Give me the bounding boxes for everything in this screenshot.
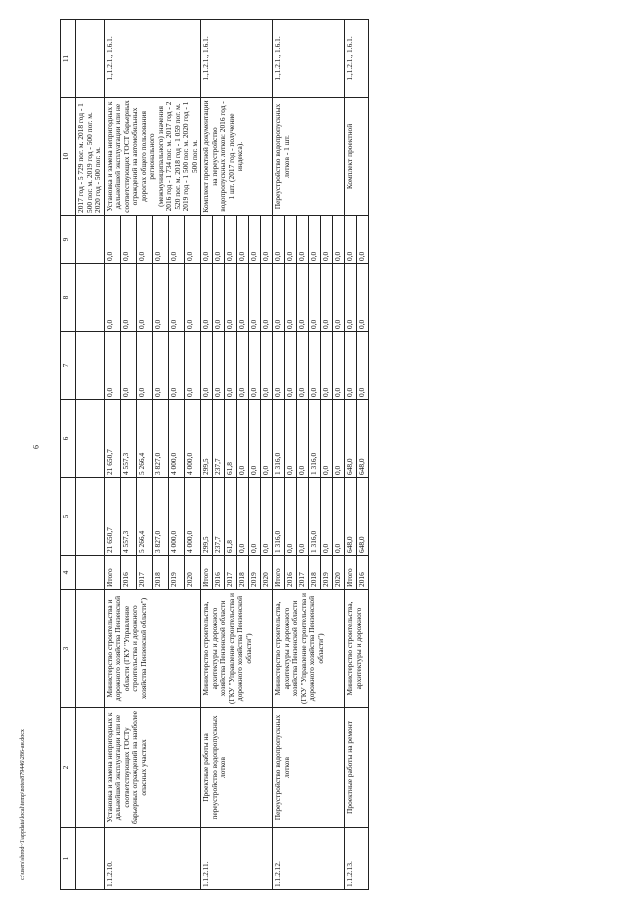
value-local: 0,0 (168, 264, 184, 332)
year-cell: 2018 (152, 556, 168, 590)
value-local: 0,0 (333, 264, 345, 332)
value-federal: 0,0 (261, 332, 273, 400)
value-federal: 0,0 (136, 332, 152, 400)
value-total: 648,0 (345, 478, 357, 556)
value-other: 0,0 (321, 216, 333, 264)
value-total: 0,0 (333, 478, 345, 556)
value-regional: 5 266,4 (136, 400, 152, 478)
column-header: 7 (61, 332, 76, 400)
row-ref: 1.,1.2.1., 1.6.1. (345, 20, 369, 98)
value-regional: 648,0 (345, 400, 357, 478)
row-name: Проектные работы на переустройство водопропускных лотков (201, 708, 273, 828)
value-local: 0,0 (345, 264, 357, 332)
value-local: 0,0 (285, 264, 297, 332)
table-row (201, 20, 213, 890)
year-cell: Итого (273, 556, 285, 590)
value-federal: 0,0 (152, 332, 168, 400)
value-federal: 0,0 (168, 332, 184, 400)
value-other: 0,0 (120, 216, 136, 264)
value-total: 0,0 (321, 478, 333, 556)
value-total: 21 650,7 (104, 478, 120, 556)
value-federal: 0,0 (249, 332, 261, 400)
year-cell: 2016 (285, 556, 297, 590)
year-cell: 2016 (213, 556, 225, 590)
value-regional: 299,5 (201, 400, 213, 478)
value-other: 0,0 (225, 216, 237, 264)
continuation-row (76, 20, 105, 890)
value-regional: 4 000,0 (168, 400, 184, 478)
year-cell: 2019 (249, 556, 261, 590)
value-total: 237,7 (213, 478, 225, 556)
row-code: 1.1.2.10. (104, 828, 201, 890)
value-other: 0,0 (136, 216, 152, 264)
value-other: 0,0 (104, 216, 120, 264)
value-regional: 61,8 (225, 400, 237, 478)
value-local: 0,0 (120, 264, 136, 332)
value-total: 4 557,3 (120, 478, 136, 556)
value-federal: 0,0 (333, 332, 345, 400)
row-executor: Министерство строительства и дорожного хозяйства Пензенской области (ГКУ "Управление строительства и дорожного хозяйства Пензенской области") (104, 590, 201, 708)
value-total: 299,5 (201, 478, 213, 556)
row-ref: 1.,1.2.1., 1.6.1. (273, 20, 345, 98)
table-row (104, 20, 120, 890)
value-regional: 0,0 (261, 400, 273, 478)
column-header: 9 (61, 216, 76, 264)
value-local: 0,0 (321, 264, 333, 332)
row-ref: 1.,1.2.1., 1.6.1. (201, 20, 273, 98)
year-cell: 2018 (237, 556, 249, 590)
value-federal: 0,0 (237, 332, 249, 400)
value-regional: 0,0 (249, 400, 261, 478)
value-regional: 0,0 (321, 400, 333, 478)
value-federal: 0,0 (309, 332, 321, 400)
column-header: 1 (61, 828, 76, 890)
value-other: 0,0 (309, 216, 321, 264)
year-cell: 2017 (225, 556, 237, 590)
value-federal: 0,0 (297, 332, 309, 400)
row-code: 1.1.2.13. (345, 828, 369, 890)
year-cell: 2020 (333, 556, 345, 590)
value-regional: 4 557,3 (120, 400, 136, 478)
value-regional: 0,0 (237, 400, 249, 478)
year-cell: 2017 (136, 556, 152, 590)
table-row (273, 20, 285, 890)
value-federal: 0,0 (321, 332, 333, 400)
year-cell: Итого (104, 556, 120, 590)
row-result: Комплект проектной (345, 98, 369, 216)
column-header: 6 (61, 400, 76, 478)
row-executor: Министерство строительства, архитектуры и дорожного хозяйства Пензенской области (ГКУ "Управление строительства и дорожного хозяйства Пензенской области") (273, 590, 345, 708)
year-cell: Итого (345, 556, 357, 590)
row-executor: Министерство строительства, архитектуры и дорожного хозяйства Пензенской области (ГКУ "Управление строительства и дорожного хозяйства Пензенской области") (201, 590, 273, 708)
value-total: 1 316,0 (273, 478, 285, 556)
year-cell: 2020 (261, 556, 273, 590)
value-total: 0,0 (285, 478, 297, 556)
value-other: 0,0 (185, 216, 201, 264)
value-local: 0,0 (213, 264, 225, 332)
year-cell: 2018 (309, 556, 321, 590)
value-total: 4 000,0 (185, 478, 201, 556)
value-other: 0,0 (261, 216, 273, 264)
column-header: 11 (61, 20, 76, 98)
value-local: 0,0 (136, 264, 152, 332)
value-local: 0,0 (104, 264, 120, 332)
year-cell: 2016 (357, 556, 369, 590)
page-number: 9 (31, 445, 40, 449)
value-other: 0,0 (213, 216, 225, 264)
value-other: 0,0 (285, 216, 297, 264)
row-executor: Министерство строительства, архитектуры и дорожного (345, 590, 369, 708)
continuation-result: 2017 год - 5 729 пог. м. 2018 год - 1 500 пог. м. 2019 год - 500 пог. м. 2020 год - 500 пог. м. (76, 98, 105, 216)
year-cell: 2020 (185, 556, 201, 590)
value-regional: 21 650,7 (104, 400, 120, 478)
header-row (61, 20, 76, 890)
value-federal: 0,0 (120, 332, 136, 400)
value-federal: 0,0 (357, 332, 369, 400)
value-local: 0,0 (261, 264, 273, 332)
value-federal: 0,0 (285, 332, 297, 400)
row-code: 1.1.2.11. (201, 828, 273, 890)
value-local: 0,0 (152, 264, 168, 332)
column-header: 10 (61, 98, 76, 216)
value-federal: 0,0 (104, 332, 120, 400)
value-total: 0,0 (237, 478, 249, 556)
value-federal: 0,0 (225, 332, 237, 400)
program-table (60, 19, 369, 890)
value-local: 0,0 (309, 264, 321, 332)
column-header: 4 (61, 556, 76, 590)
value-other: 0,0 (345, 216, 357, 264)
value-regional: 4 000,0 (185, 400, 201, 478)
year-cell: 2017 (297, 556, 309, 590)
value-local: 0,0 (297, 264, 309, 332)
value-other: 0,0 (168, 216, 184, 264)
table-body (76, 20, 369, 890)
value-total: 61,8 (225, 478, 237, 556)
value-regional: 1 316,0 (273, 400, 285, 478)
value-total: 1 316,0 (309, 478, 321, 556)
value-local: 0,0 (237, 264, 249, 332)
row-name: Переустройство водопропускных лотков (273, 708, 345, 828)
value-other: 0,0 (273, 216, 285, 264)
value-local: 0,0 (273, 264, 285, 332)
value-regional: 3 827,0 (152, 400, 168, 478)
value-total: 648,0 (357, 478, 369, 556)
row-result: Установка и замена непригодных к дальнейшей эксплуатации или не соответствующих ГОСТ барьерных ограждений на автомобильных дорогах общего пользования регионального (межмуниципального) значения 2016 год - 1 734 пог. м. 2017 год - 2 520 пог. м. 2018 год - 1 059 пог. м. 2019 год - 1 500 пог. м. 2020 год - 1 500 пог. м. (104, 98, 201, 216)
value-federal: 0,0 (345, 332, 357, 400)
column-header: 3 (61, 590, 76, 708)
value-other: 0,0 (297, 216, 309, 264)
rotated-table-wrapper (60, 20, 585, 890)
row-result: Комплект проектной документации на переустройство водопропускных лотков: 2016 год - 1 шт. (2017 год - получение индекса). (201, 98, 273, 216)
value-other: 0,0 (237, 216, 249, 264)
year-cell: Итого (201, 556, 213, 590)
row-ref: 1.,1.2.1., 1.6.1. (104, 20, 201, 98)
value-other: 0,0 (357, 216, 369, 264)
value-other: 0,0 (333, 216, 345, 264)
column-header: 8 (61, 264, 76, 332)
year-cell: 2019 (168, 556, 184, 590)
value-local: 0,0 (357, 264, 369, 332)
table-row (345, 20, 357, 890)
value-federal: 0,0 (213, 332, 225, 400)
value-local: 0,0 (185, 264, 201, 332)
row-result: Переустройство водопропускных лотков - 1 шт. (273, 98, 345, 216)
year-cell: 2016 (120, 556, 136, 590)
value-regional: 237,7 (213, 400, 225, 478)
value-regional: 0,0 (297, 400, 309, 478)
value-local: 0,0 (249, 264, 261, 332)
row-code: 1.1.2.12. (273, 828, 345, 890)
value-federal: 0,0 (273, 332, 285, 400)
value-total: 0,0 (261, 478, 273, 556)
value-regional: 1 316,0 (309, 400, 321, 478)
value-total: 4 000,0 (168, 478, 184, 556)
value-local: 0,0 (201, 264, 213, 332)
row-name: Установка и замена непригодных к дальнейшей эксплуатации или не соответствующих ГОСТу барьерных ограждений на наиболее опасных участках (104, 708, 201, 828)
value-total: 0,0 (297, 478, 309, 556)
footer-path: c:\users\sbrod~1\appdata\local\temp\notes879446\286-ан.docx (20, 729, 26, 880)
year-cell: 2019 (321, 556, 333, 590)
value-total: 3 827,0 (152, 478, 168, 556)
column-header: 2 (61, 708, 76, 828)
value-total: 5 266,4 (136, 478, 152, 556)
value-local: 0,0 (225, 264, 237, 332)
value-regional: 0,0 (285, 400, 297, 478)
row-name: Проектные работы на ремонт (345, 708, 369, 828)
column-header: 5 (61, 478, 76, 556)
value-regional: 0,0 (333, 400, 345, 478)
value-federal: 0,0 (185, 332, 201, 400)
value-other: 0,0 (201, 216, 213, 264)
value-other: 0,0 (152, 216, 168, 264)
value-regional: 648,0 (357, 400, 369, 478)
value-other: 0,0 (249, 216, 261, 264)
value-total: 0,0 (249, 478, 261, 556)
value-federal: 0,0 (201, 332, 213, 400)
